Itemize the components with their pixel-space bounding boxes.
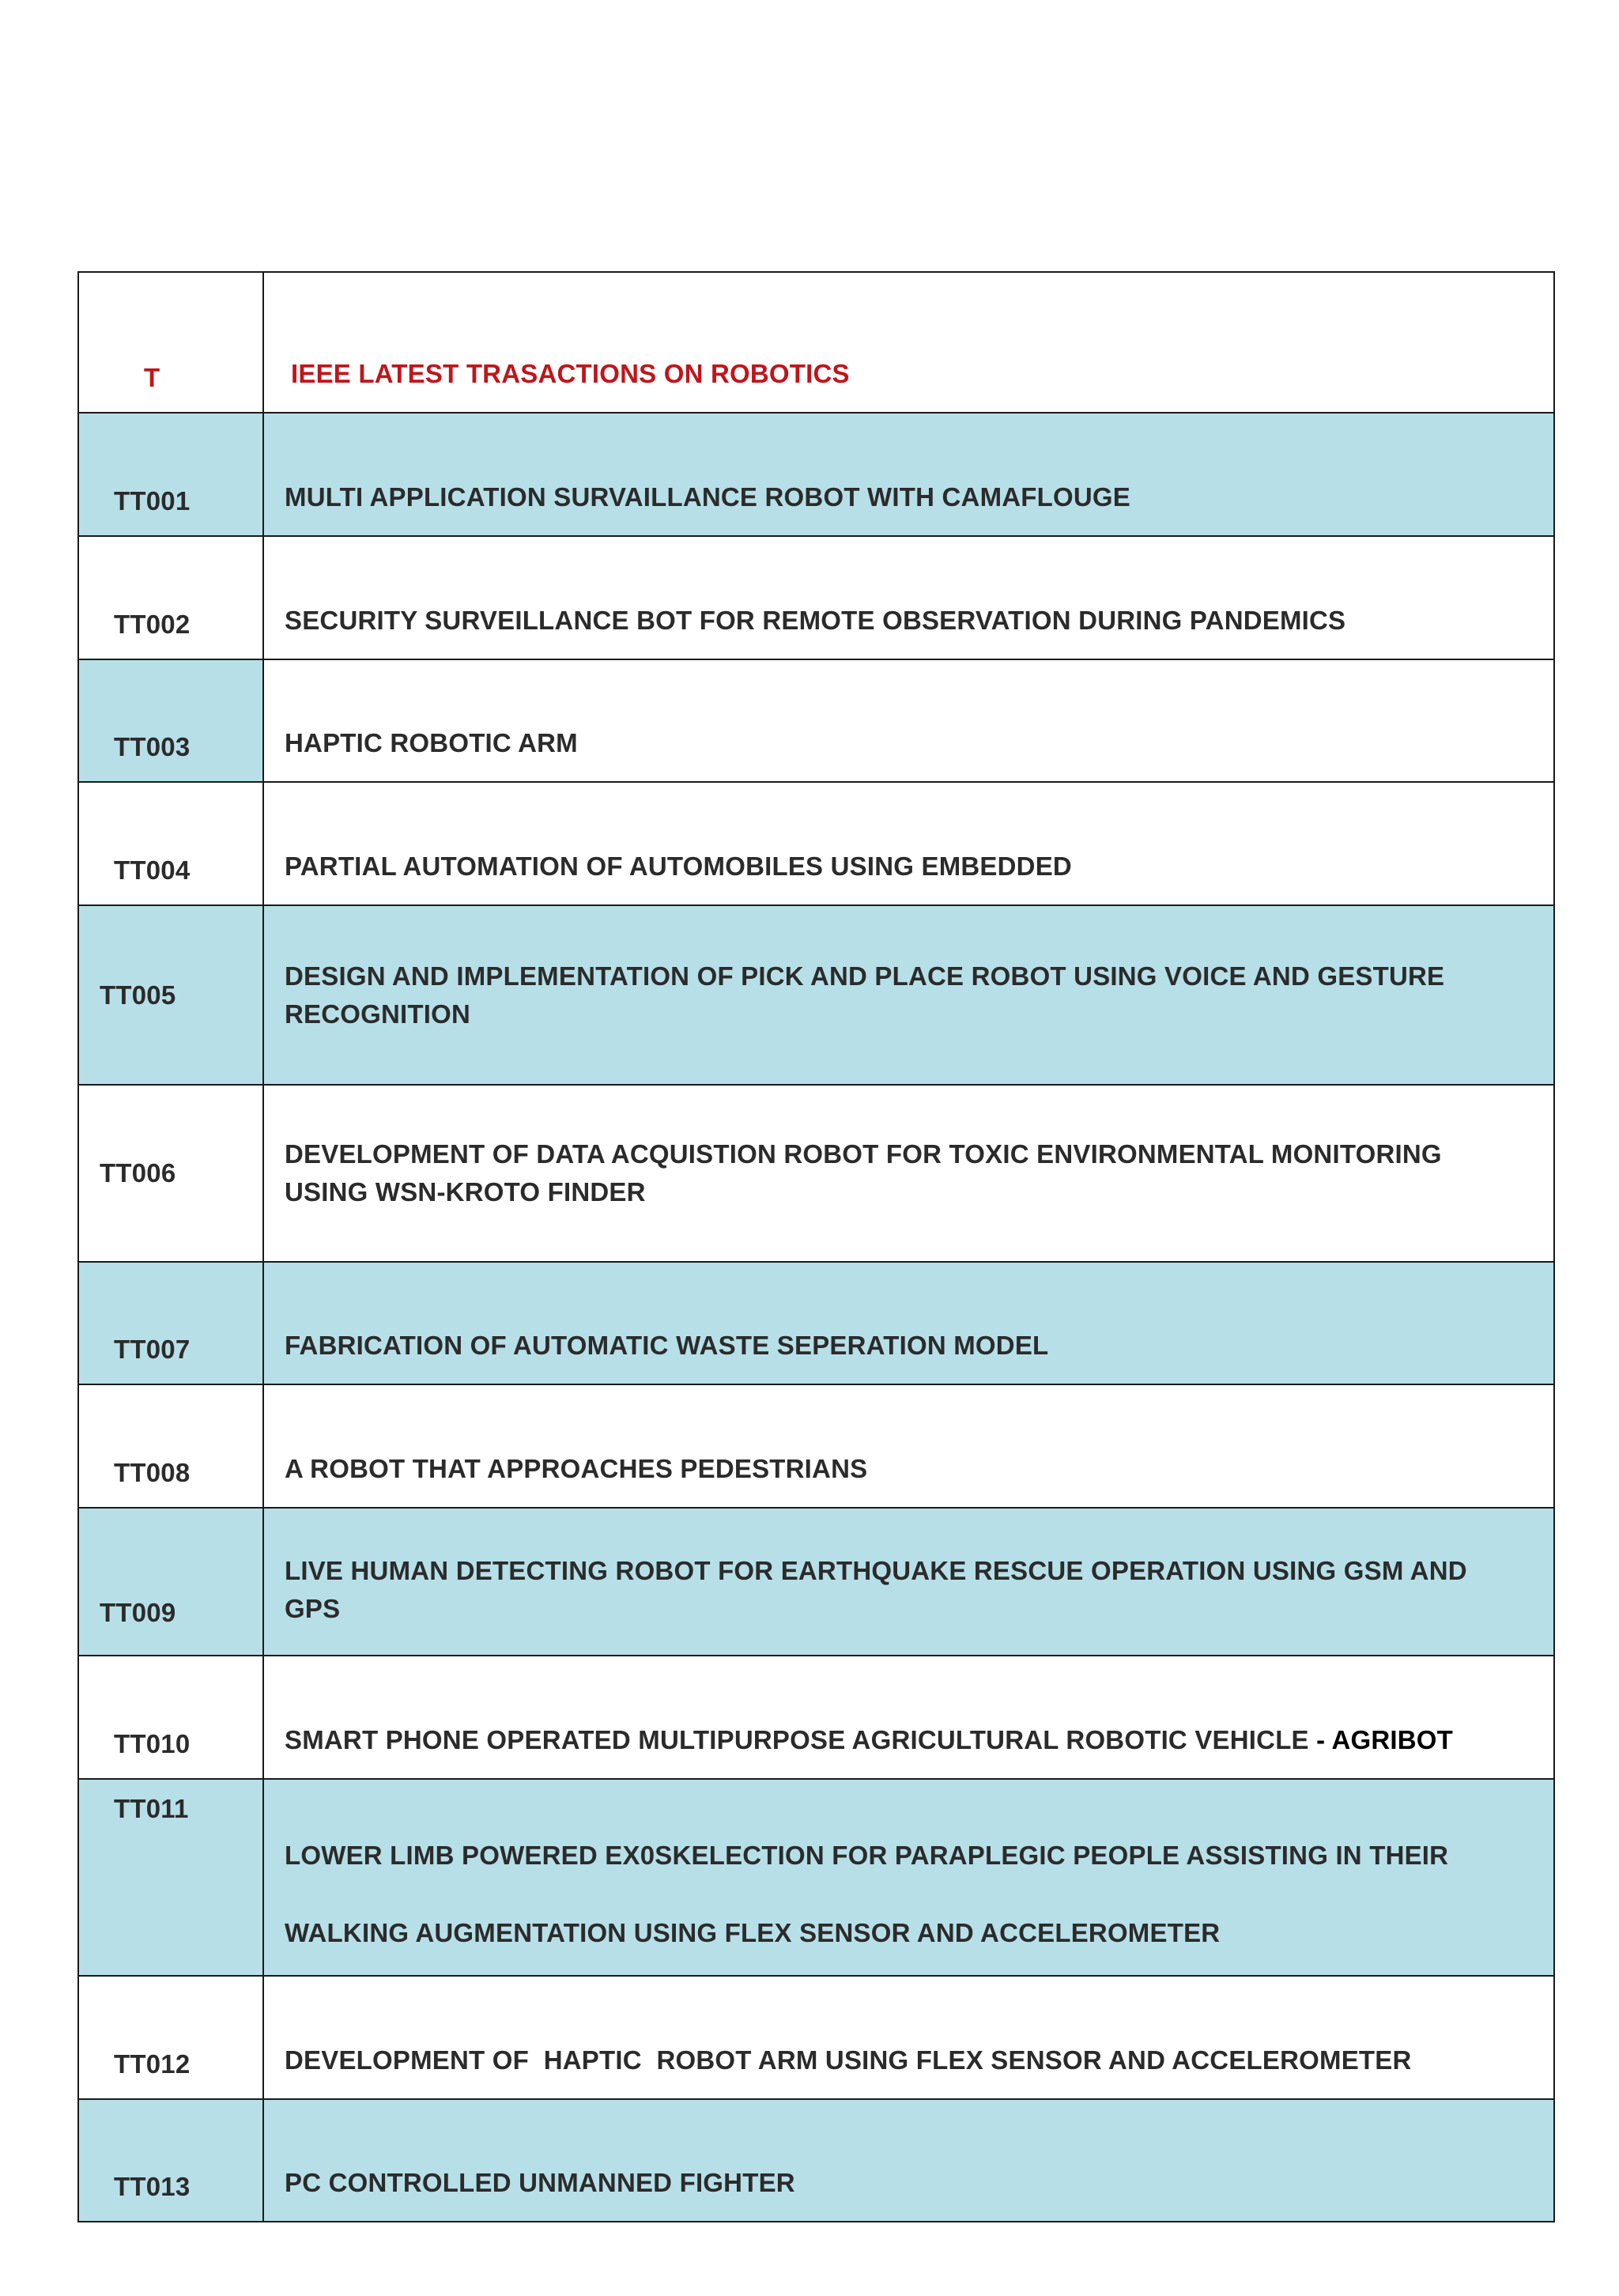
project-code: TT013	[78, 2099, 263, 2222]
project-title: MULTI APPLICATION SURVAILLANCE ROBOT WITH CAMAFLOUGE	[263, 413, 1554, 536]
project-code: TT007	[78, 1262, 263, 1384]
project-code: TT002	[78, 536, 263, 659]
table-row	[78, 1656, 1554, 1779]
project-code: TT003	[78, 659, 263, 782]
project-code: TT010	[78, 1656, 263, 1779]
project-title: DESIGN AND IMPLEMENTATION OF PICK AND PLACE ROBOT USING VOICE AND GESTURE RECOGNITION	[263, 905, 1554, 1085]
project-code: TT001	[78, 413, 263, 536]
table-row	[78, 2099, 1554, 2222]
project-code: TT008	[78, 1384, 263, 1508]
project-title: A ROBOT THAT APPROACHES PEDESTRIANS	[263, 1384, 1554, 1508]
project-list-table	[77, 271, 1555, 2222]
table-row	[78, 1508, 1554, 1656]
table-row	[78, 1085, 1554, 1262]
table-row	[78, 1384, 1554, 1508]
table-row	[78, 905, 1554, 1085]
table-header-row	[78, 272, 1554, 413]
project-title: LIVE HUMAN DETECTING ROBOT FOR EARTHQUAKE RESCUE OPERATION USING GSM AND GPS	[263, 1508, 1554, 1656]
project-title: DEVELOPMENT OF HAPTIC ROBOT ARM USING FLEX SENSOR AND ACCELEROMETER	[263, 1976, 1554, 2099]
table-row	[78, 782, 1554, 905]
project-title	[263, 1656, 1554, 1779]
project-code: TT006	[78, 1085, 263, 1262]
table-row	[78, 659, 1554, 782]
header-code-cell: T	[78, 272, 263, 413]
project-code: TT004	[78, 782, 263, 905]
table-row	[78, 1779, 1554, 1976]
table-row	[78, 1976, 1554, 2099]
project-title: PC CONTROLLED UNMANNED FIGHTER	[263, 2099, 1554, 2222]
project-title-suffix: - AGRIBOT	[1316, 1725, 1454, 1754]
table-row	[78, 536, 1554, 659]
project-title: LOWER LIMB POWERED EX0SKELECTION FOR PARAPLEGIC PEOPLE ASSISTING IN THEIR WALKING AUGMENTATION USING FLEX SENSOR AND ACCELEROMETER	[263, 1779, 1554, 1976]
project-title: DEVELOPMENT OF DATA ACQUISTION ROBOT FOR TOXIC ENVIRONMENTAL MONITORING USING WSN-KROTO FINDER	[263, 1085, 1554, 1262]
project-code: TT012	[78, 1976, 263, 2099]
project-title: HAPTIC ROBOTIC ARM	[263, 659, 1554, 782]
project-title: FABRICATION OF AUTOMATIC WASTE SEPERATION MODEL	[263, 1262, 1554, 1384]
project-code: TT005	[78, 905, 263, 1085]
project-title: PARTIAL AUTOMATION OF AUTOMOBILES USING EMBEDDED	[263, 782, 1554, 905]
table-row	[78, 413, 1554, 536]
project-title: SECURITY SURVEILLANCE BOT FOR REMOTE OBSERVATION DURING PANDEMICS	[263, 536, 1554, 659]
header-title-cell: IEEE LATEST TRASACTIONS ON ROBOTICS	[263, 272, 1554, 413]
project-code: TT009	[78, 1508, 263, 1656]
table-row	[78, 1262, 1554, 1384]
project-title-text: SMART PHONE OPERATED MULTIPURPOSE AGRICULTURAL ROBOTIC VEHICLE	[285, 1725, 1309, 1754]
project-code: TT011	[78, 1779, 263, 1976]
